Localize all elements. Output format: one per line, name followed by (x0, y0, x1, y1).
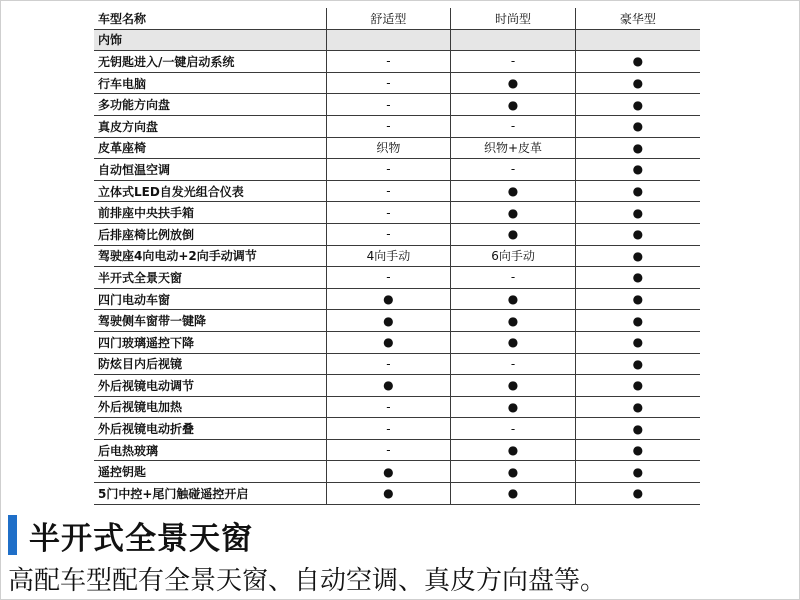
table-row (94, 288, 700, 310)
feature-value: ● (451, 94, 576, 116)
feature-value: - (326, 267, 451, 289)
feature-name: 行车电脑 (94, 72, 326, 94)
feature-name: 皮革座椅 (94, 137, 326, 159)
feature-value: ● (451, 288, 576, 310)
header-luxury: 豪华型 (575, 8, 700, 29)
table-row (94, 51, 700, 73)
feature-value: ● (451, 439, 576, 461)
header-comfort: 舒适型 (326, 8, 451, 29)
feature-value: - (326, 51, 451, 73)
feature-value: ● (326, 288, 451, 310)
feature-value: - (326, 202, 451, 224)
feature-value: - (326, 115, 451, 137)
table-row (94, 137, 700, 159)
table-row (94, 72, 700, 94)
feature-value: ● (575, 288, 700, 310)
section-row (94, 29, 700, 51)
feature-name: 半开式全景天窗 (94, 267, 326, 289)
feature-name: 四门玻璃遥控下降 (94, 331, 326, 353)
headline (8, 513, 792, 557)
table-row (94, 267, 700, 289)
feature-value: - (451, 51, 576, 73)
feature-value: ● (575, 353, 700, 375)
feature-value: ● (575, 396, 700, 418)
feature-value: 织物 (326, 137, 451, 159)
feature-name: 防炫目内后视镜 (94, 353, 326, 375)
feature-value: ● (451, 396, 576, 418)
spec-table-body (94, 29, 700, 504)
feature-name: 立体式LED自发光组合仪表 (94, 180, 326, 202)
feature-name: 四门电动车窗 (94, 288, 326, 310)
feature-value: ● (575, 245, 700, 267)
feature-value: ● (575, 331, 700, 353)
feature-value: ● (326, 375, 451, 397)
feature-name: 自动恒温空调 (94, 159, 326, 181)
feature-value: ● (575, 418, 700, 440)
table-row (94, 245, 700, 267)
feature-value: ● (451, 223, 576, 245)
table-row (94, 94, 700, 116)
feature-value: ● (575, 267, 700, 289)
feature-value: - (326, 418, 451, 440)
feature-value: - (326, 94, 451, 116)
feature-name: 后排座椅比例放倒 (94, 223, 326, 245)
headline-accent-bar (8, 515, 17, 555)
feature-value: - (326, 396, 451, 418)
table-row (94, 439, 700, 461)
feature-value: ● (451, 483, 576, 505)
feature-value: ● (575, 137, 700, 159)
feature-value: - (451, 353, 576, 375)
feature-value: - (451, 418, 576, 440)
feature-name: 驾驶侧车窗带一键降 (94, 310, 326, 332)
feature-value: 织物+皮革 (451, 137, 576, 159)
table-row (94, 223, 700, 245)
feature-value: ● (575, 202, 700, 224)
table-row (94, 483, 700, 505)
table-row (94, 115, 700, 137)
feature-value: - (326, 180, 451, 202)
table-row (94, 180, 700, 202)
header-model-name: 车型名称 (94, 8, 326, 29)
table-row (94, 331, 700, 353)
feature-value: ● (326, 483, 451, 505)
feature-value: - (451, 159, 576, 181)
section-label: 内饰 (94, 29, 326, 51)
feature-value: ● (575, 461, 700, 483)
feature-value: ● (575, 72, 700, 94)
feature-name: 外后视镜电动调节 (94, 375, 326, 397)
feature-value: ● (575, 223, 700, 245)
feature-value: - (326, 439, 451, 461)
caption-text: 高配车型配有全景天窗、自动空调、真皮方向盘等。 (8, 566, 607, 596)
table-row (94, 159, 700, 181)
feature-value: ● (575, 94, 700, 116)
feature-value: - (451, 267, 576, 289)
spec-table (94, 8, 700, 505)
feature-value: ● (451, 461, 576, 483)
feature-value: ● (575, 439, 700, 461)
headline-title: 半开式全景天窗 (29, 520, 253, 557)
table-row (94, 310, 700, 332)
feature-value: ● (451, 202, 576, 224)
feature-name: 前排座中央扶手箱 (94, 202, 326, 224)
feature-value: ● (575, 375, 700, 397)
feature-name: 后电热玻璃 (94, 439, 326, 461)
table-row (94, 418, 700, 440)
feature-name: 外后视镜电动折叠 (94, 418, 326, 440)
feature-name: 外后视镜电加热 (94, 396, 326, 418)
feature-value: ● (575, 51, 700, 73)
feature-value: 4向手动 (326, 245, 451, 267)
feature-value: ● (451, 310, 576, 332)
feature-value: ● (326, 331, 451, 353)
feature-name: 遥控钥匙 (94, 461, 326, 483)
feature-value: - (326, 353, 451, 375)
feature-name: 驾驶座4向电动+2向手动调节 (94, 245, 326, 267)
feature-value: ● (451, 180, 576, 202)
feature-value: ● (451, 331, 576, 353)
feature-value: ● (575, 159, 700, 181)
header-fashion: 时尚型 (451, 8, 576, 29)
table-row (94, 353, 700, 375)
feature-value: ● (575, 310, 700, 332)
feature-value: ● (326, 310, 451, 332)
feature-value: - (326, 159, 451, 181)
feature-value: ● (575, 115, 700, 137)
feature-value: - (451, 115, 576, 137)
feature-value: 6向手动 (451, 245, 576, 267)
feature-value: ● (451, 72, 576, 94)
feature-value: ● (451, 375, 576, 397)
feature-value: ● (575, 180, 700, 202)
feature-value: - (326, 223, 451, 245)
table-row (94, 202, 700, 224)
feature-name: 5门中控+尾门触碰遥控开启 (94, 483, 326, 505)
feature-name: 真皮方向盘 (94, 115, 326, 137)
table-header-row (94, 8, 700, 29)
feature-name: 无钥匙进入/一键启动系统 (94, 51, 326, 73)
table-row (94, 396, 700, 418)
feature-value: ● (575, 483, 700, 505)
feature-value: - (326, 72, 451, 94)
feature-name: 多功能方向盘 (94, 94, 326, 116)
table-row (94, 375, 700, 397)
feature-value: ● (326, 461, 451, 483)
table-row (94, 461, 700, 483)
